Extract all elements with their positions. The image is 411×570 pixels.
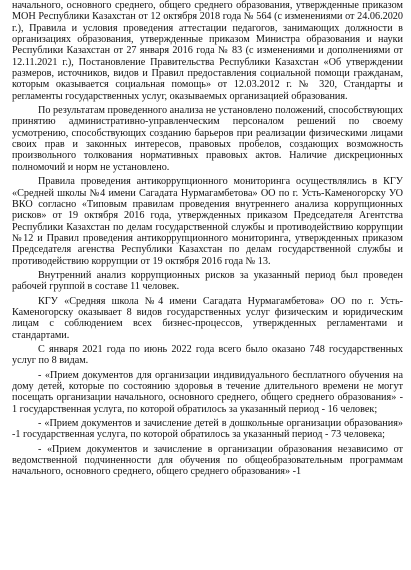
list-item-home-schooling: - «Прием документов для организации индивидуального бесплатного обучения на дому детей, которые по состоянию здоровья в течение длительного времени не могут посещать организации начального, основного среднего, общего среднего образования» - 1 государственная услуга, по которой обратилось за указанный период - 16 человек; bbox=[12, 369, 403, 415]
paragraph-services-count: КГУ «Средняя школа №4 имени Сагадата Нурмагамбетова» ОО по г. Усть-Каменогорску оказывает 8 видов государственных услуг физическим и юридическим лицам с соблюдением всех бизнес-процессов, утвержденных регламентами и стандартами. bbox=[12, 295, 403, 341]
paragraph-services-total: С января 2021 года по июнь 2022 года всего было оказано 748 государственных услуг по 8 видам. bbox=[12, 343, 403, 367]
list-item-enrollment: - «Прием документов и зачисление в организации образования независимо от ведомственной подчиненности для обучения по общеобразовательным программам начального, основного среднего, общего среднего образования» -1 bbox=[12, 443, 403, 478]
paragraph-monitoring-rules: Правила проведения антикоррупционного мониторинга осуществлялись в КГУ «Средней школы №4 имени Сагадата Нурмагамбетова» ОО по г. Усть-Каменогорску УО ВКО согласно «Типовым правилам проведения внутреннего анализа коррупционных рисков» от 19 октября 2016 года, утвержденных приказом Председателя Агентства Республики Казахстан по делам государственной службы и противодействию коррупции №12 и Правил проведения антикоррупционного мониторинга, утвержденных приказом Председателя агенства Республики Казахстан по делам государственной службы и противодействию коррупции от 19 октября 2016 года № 13. bbox=[12, 176, 403, 267]
paragraph-regulations-list: начального, основного среднего, общего среднего образования, утвержденные приказом МОН Республики Казахстан от 12 октября 2018 года № 564 (с изменениями от 24.06.2020 г.), Правила и условия проведения аттестации педагогов, занимающих должности в организациях образования, утвержденные приказом Министра образования и науки Республики Казахстан от 27 января 2016 года № 83 (с изменениями и дополнениями от 12.11.2021 г.), Постановление Правительства Республики Казахстан «Об утверждении размеров, источников, видов и Правил предоставления социальной помощи гражданам, которым оказывается социальная помощь» от 12.03.2012 г. № 320, Стандарты и регламенты государственных услуг, оказываемых организацией образования. bbox=[12, 0, 403, 102]
paragraph-analysis-results: По результатам проведенного анализа не установлено положений, способствующих принятию административно-управленческим персоналом решений по своему усмотрению, способствующих созданию барьеров при реализации физическими лицами своих прав и законных интересов, правовых пробелов, создающих возможность произвольного толкования нормативных правовых актов. Наличие дискреционных полномочий и норм не установлено. bbox=[12, 105, 403, 173]
list-item-preschool: - «Прием документов и зачисление детей в дошкольные организации образования» -1 государственная услуга, по которой обратилось за указанный период - 73 человека; bbox=[12, 418, 403, 441]
paragraph-working-group: Внутренний анализ коррупционных рисков за указанный период был проведен рабочей группой в составе 11 человек. bbox=[12, 269, 403, 293]
